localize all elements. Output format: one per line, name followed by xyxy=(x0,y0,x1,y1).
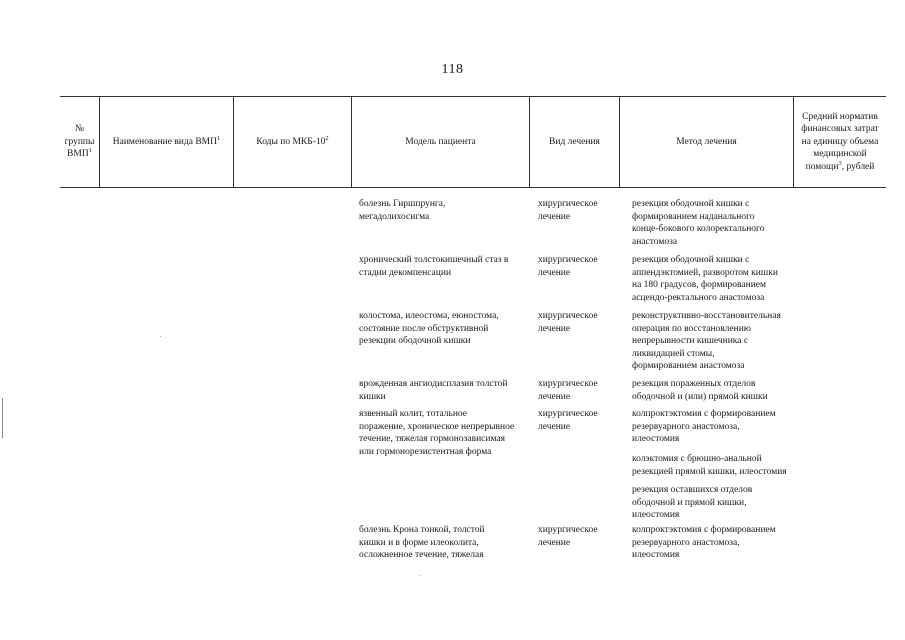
treatment-method-cell-line: ободочной и прямой кишки, xyxy=(632,497,747,508)
treatment-type-cell-line: хирургическое xyxy=(538,311,598,321)
treatment-method-cell-line: асцендо-ректального анастомоза xyxy=(632,292,765,303)
header-icd-codes-text: Коды по МКБ-10 xyxy=(256,136,326,147)
patient-model-cell-line: болезнь Гиршпрунга, xyxy=(359,199,446,209)
header-treatment-method-text: Метод лечения xyxy=(676,136,737,147)
treatment-method-cell xyxy=(632,484,752,522)
patient-model-cell-line: колостома, илеостома, еюностома, xyxy=(359,311,499,321)
treatment-type-cell-line: лечение xyxy=(538,421,571,432)
treatment-method-cell xyxy=(632,198,764,248)
treatment-method-cell-line: формированием анастомоза xyxy=(632,361,745,372)
treatment-method-cell xyxy=(632,310,781,373)
treatment-type-cell xyxy=(538,378,598,403)
treatment-method-cell xyxy=(632,254,778,304)
treatment-type-cell-line: хирургическое xyxy=(538,409,598,419)
header-treatment-type-text: Вид лечения xyxy=(549,136,600,147)
patient-model-cell-line: хронический толстокишечный стаз в xyxy=(359,255,509,265)
margin-line xyxy=(2,398,3,438)
treatment-method-cell-line: илеостомия xyxy=(632,510,680,521)
treatment-method-cell-line: на 180 градусов, формированием xyxy=(632,280,767,291)
patient-model-cell-line: врожденная ангиодисплазия толстой xyxy=(359,379,508,389)
treatment-type-cell xyxy=(538,310,598,335)
treatment-method-cell-line: колпроктэктомия с формированием xyxy=(632,409,776,419)
patient-model-cell-line: осложненное течение, тяжелая xyxy=(359,550,484,561)
header-vmp-name-text: Наименование вида ВМП xyxy=(112,136,217,147)
treatment-method-cell-line: непрерывности кишечника с xyxy=(632,336,749,347)
treatment-method-cell xyxy=(632,378,768,403)
patient-model-cell xyxy=(359,254,508,279)
treatment-type-cell-line: лечение xyxy=(538,267,571,278)
patient-model-cell-line: стадии декомпенсации xyxy=(359,267,452,278)
patient-model-cell-line: течение, тяжелая гормонозависимая xyxy=(359,434,505,445)
treatment-method-cell-line: резекцией прямой кишки, илеостомия xyxy=(632,466,787,477)
patient-model-cell-line: или гормонорезистентная форма xyxy=(359,446,492,457)
scan-speck xyxy=(160,336,161,337)
treatment-method-cell-line: ободочной и (или) прямой кишки xyxy=(632,391,768,402)
patient-model-cell-line: поражение, хроническое непрерывное xyxy=(359,421,515,432)
treatment-method-cell-line: колпроктэктомия с формированием xyxy=(632,525,776,535)
patient-model-cell-line: кишки и в форме илеоколита, xyxy=(359,537,479,548)
table-header xyxy=(60,96,886,188)
patient-model-cell-line: состояние после обструктивной xyxy=(359,323,489,334)
treatment-method-cell-line: анастомоза xyxy=(632,236,678,247)
treatment-method-cell-line: резекция ободочной кишки с xyxy=(632,255,750,265)
treatment-type-cell xyxy=(538,524,598,549)
treatment-method-cell-line: колэктомия с брюшно-анальной xyxy=(632,454,762,464)
treatment-method-cell-line: операция по восстановлению xyxy=(632,323,751,334)
scan-speck xyxy=(420,575,421,576)
treatment-type-cell xyxy=(538,254,598,279)
patient-model-cell-line: язвенный колит, тотальное xyxy=(359,409,468,419)
header-treatment-type xyxy=(530,97,620,187)
treatment-type-cell-line: хирургическое xyxy=(538,255,598,265)
footnote-mark: 2 xyxy=(325,134,329,142)
treatment-method-cell xyxy=(632,408,776,446)
header-average-cost-unit: , рублей xyxy=(841,161,875,172)
footnote-mark: 1 xyxy=(216,134,221,142)
header-patient-model-text: Модель пациента xyxy=(405,136,476,147)
treatment-type-cell-line: хирургическое xyxy=(538,199,598,209)
header-group-number xyxy=(60,97,100,187)
patient-model-cell xyxy=(359,524,485,562)
page-number: 118 xyxy=(441,62,464,77)
treatment-type-cell-line: лечение xyxy=(538,211,571,222)
header-treatment-method xyxy=(620,97,794,187)
treatment-type-cell-line: лечение xyxy=(538,391,571,402)
header-icd-codes xyxy=(234,97,352,187)
treatment-method-cell-line: резекция ободочной кишки с xyxy=(632,199,750,209)
treatment-type-cell xyxy=(538,198,598,223)
treatment-method-cell-line: конце-бокового колоректального xyxy=(632,224,765,235)
treatment-type-cell-line: лечение xyxy=(538,537,571,548)
patient-model-cell-line: резекции ободочной кишки xyxy=(359,336,471,347)
header-patient-model xyxy=(352,97,530,187)
header-group-text: № группы ВМП xyxy=(64,124,95,160)
footnote-mark: 3 xyxy=(838,159,842,167)
treatment-method-cell-line: илеостомия xyxy=(632,434,680,445)
patient-model-cell-line: мегадолихосигма xyxy=(359,211,430,222)
treatment-method-cell-line: резервуарного анастомоза, xyxy=(632,537,740,548)
treatment-method-cell-line: резекция пораженных отделов xyxy=(632,379,756,389)
header-average-cost xyxy=(794,97,886,187)
treatment-type-cell xyxy=(538,408,598,433)
patient-model-cell xyxy=(359,408,514,458)
treatment-type-cell-line: лечение xyxy=(538,323,571,334)
patient-model-cell xyxy=(359,378,507,403)
treatment-method-cell-line: формированием наданального xyxy=(632,211,755,222)
treatment-type-cell-line: хирургическое xyxy=(538,379,598,389)
treatment-method-cell-line: ликвидацией стомы, xyxy=(632,348,715,359)
treatment-method-cell xyxy=(632,453,787,478)
treatment-type-cell-line: хирургическое xyxy=(538,525,598,535)
header-average-cost-text: Средний норматив финансовых затрат на единицу объема медицинской помощи xyxy=(801,111,879,172)
header-vmp-name xyxy=(100,97,234,187)
footnote-mark: 1 xyxy=(88,147,92,155)
treatment-method-cell-line: резервуарного анастомоза, xyxy=(632,421,740,432)
patient-model-cell-line: болезнь Крона тонкой, толстой xyxy=(359,525,485,535)
treatment-method-cell xyxy=(632,524,776,562)
patient-model-cell xyxy=(359,310,499,348)
patient-model-cell xyxy=(359,198,445,223)
treatment-method-cell-line: илеостомия xyxy=(632,550,680,561)
treatment-method-cell-line: реконструктивно-восстановительная xyxy=(632,311,781,321)
treatment-method-cell-line: резекция оставшихся отделов xyxy=(632,485,753,495)
treatment-method-cell-line: аппендэктомией, разворотом кишки xyxy=(632,267,778,278)
patient-model-cell-line: кишки xyxy=(359,391,386,402)
